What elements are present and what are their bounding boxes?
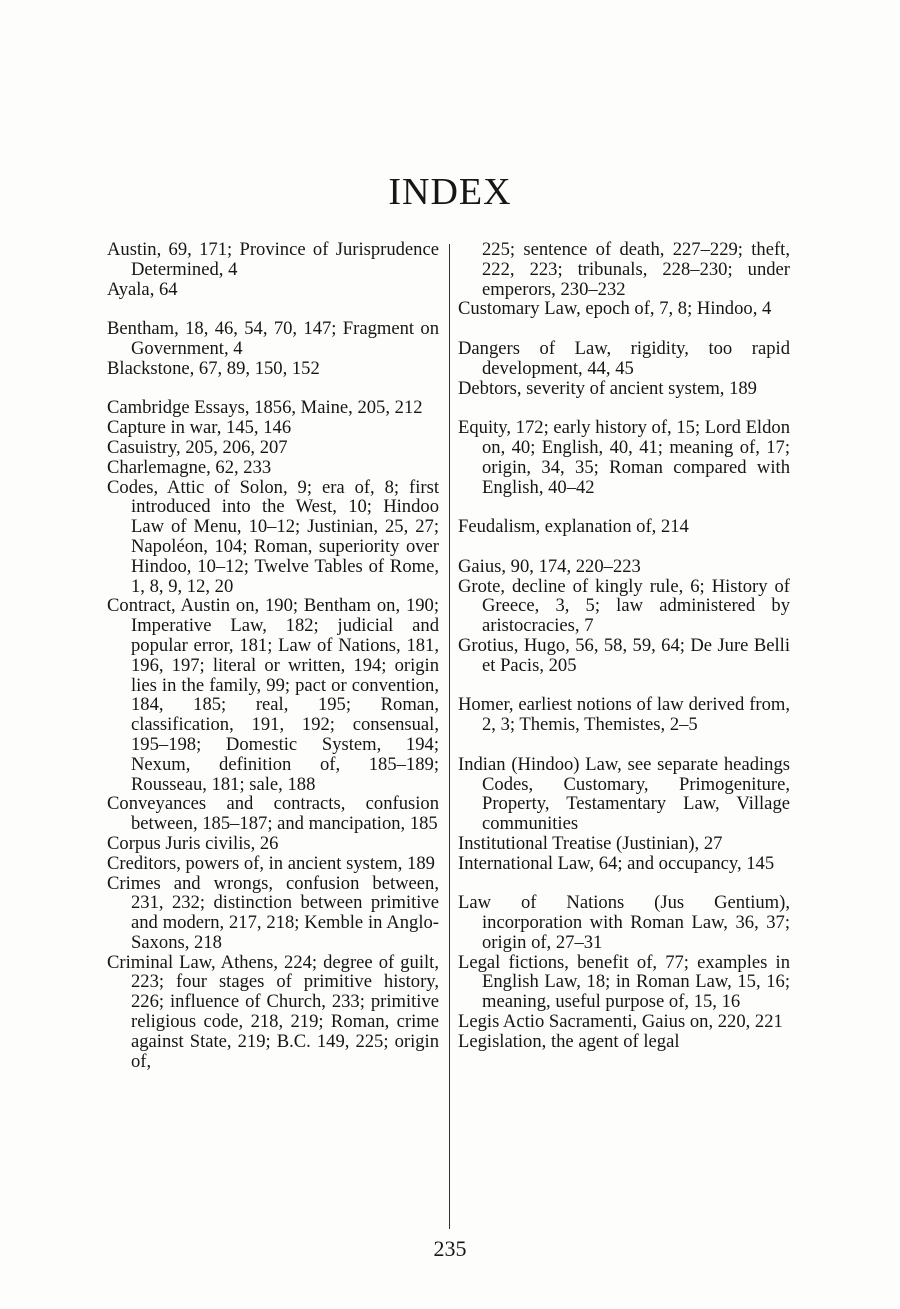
index-entry: Dangers of Law, rigidity, too rapid development, 44, 45: [458, 337, 790, 379]
index-entry: Grote, decline of kingly rule, 6; History of Greece, 3, 5; law administered by aristocracies, 7: [458, 575, 790, 637]
index-column-left: [107, 240, 439, 1071]
page-title: INDEX: [388, 171, 512, 213]
index-entry: Corpus Juris civilis, 26: [107, 832, 279, 854]
index-entry: International Law, 64; and occupancy, 145: [458, 852, 775, 874]
index-column-right: [458, 240, 790, 1052]
index-entry: Contract, Austin on, 190; Bentham on, 190; Imperative Law, 182; judicial and popular error, 181; Law of Nations, 181, 196, 197; literal or written, 194; origin lies in the family, 99; pact or convention, 184, 185; real, 195; Roman, classification, 191, 192; consensual, 195–198; Domestic System, 194; Nexum, definition of, 185–189; Rousseau, 181; sale, 188: [107, 595, 439, 795]
index-entry: Casuistry, 205, 206, 207: [107, 436, 288, 458]
index-entry: Cambridge Essays, 1856, Maine, 205, 212: [107, 397, 423, 419]
index-entry: Customary Law, epoch of, 7, 8; Hindoo, 4: [458, 298, 772, 320]
column-divider: [449, 244, 450, 1229]
index-entry: Codes, Attic of Solon, 9; era of, 8; first introduced into the West, 10; Hindoo Law of Menu, 10–12; Justinian, 25, 27; Napoléon, 104; Roman, superiority over Hindoo, 10–12; Twelve Tables of Rome, 1, 8, 9, 12, 20: [107, 476, 439, 597]
index-entry: Institutional Treatise (Justinian), 27: [458, 832, 723, 854]
page-number: 235: [433, 1236, 467, 1261]
index-entry: Homer, earliest notions of law derived from, 2, 3; Themis, Themistes, 2–5: [458, 694, 790, 736]
index-entry: Feudalism, explanation of, 214: [458, 516, 689, 538]
index-entry: Equity, 172; early history of, 15; Lord Eldon on, 40; English, 40, 41; meaning of, 17; origin, 34, 35; Roman compared with English, 40–42: [458, 417, 790, 498]
index-entry: Legal fictions, benefit of, 77; examples in English Law, 18; in Roman Law, 15, 16; meaning, useful purpose of, 15, 16: [458, 951, 790, 1013]
index-entry: Capture in war, 145, 146: [107, 417, 292, 439]
index-entry: Criminal Law, Athens, 224; degree of guilt, 223; four stages of primitive history, 226; influence of Church, 233; primitive religious code, 218, 219; Roman, crime against State, 219; B.C. 149, 225; origin of,: [107, 951, 439, 1072]
index-entry: Ayala, 64: [107, 278, 178, 300]
index-entry: Bentham, 18, 46, 54, 70, 147; Fragment on Government, 4: [107, 318, 439, 359]
index-entry: Legislation, the agent of legal: [458, 1030, 680, 1052]
index-entry: Debtors, severity of ancient system, 189: [458, 377, 757, 399]
index-entry: Austin, 69, 171; Province of Jurisprudence Determined, 4: [107, 239, 439, 280]
index-entry: Crimes and wrongs, confusion between, 231, 232; distinction between primitive and modern, 217, 218; Kemble in Anglo-Saxons, 218: [107, 872, 439, 953]
index-entry: Conveyances and contracts, confusion between, 185–187; and mancipation, 185: [107, 793, 439, 835]
index-entry: Creditors, powers of, in ancient system, 189: [107, 852, 435, 874]
index-entry: Gaius, 90, 174, 220–223: [458, 555, 641, 577]
index-entry: Indian (Hindoo) Law, see separate headings Codes, Customary, Primogeniture, Property, Testamentary Law, Village communities: [458, 753, 790, 835]
index-entry: Blackstone, 67, 89, 150, 152: [107, 357, 320, 379]
index-entry: Law of Nations (Jus Gentium), incorporation with Roman Law, 36, 37; origin of, 27–31: [458, 892, 790, 953]
index-entry: Charlemagne, 62, 233: [107, 456, 272, 478]
index-entry: Legis Actio Sacramenti, Gaius on, 220, 221: [458, 1011, 783, 1033]
index-entry: Grotius, Hugo, 56, 58, 59, 64; De Jure Belli et Pacis, 205: [458, 634, 790, 676]
index-entry-continued: 225; sentence of death, 227–229; theft, 222, 223; tribunals, 228–230; under emperors, 230–232: [482, 239, 790, 300]
